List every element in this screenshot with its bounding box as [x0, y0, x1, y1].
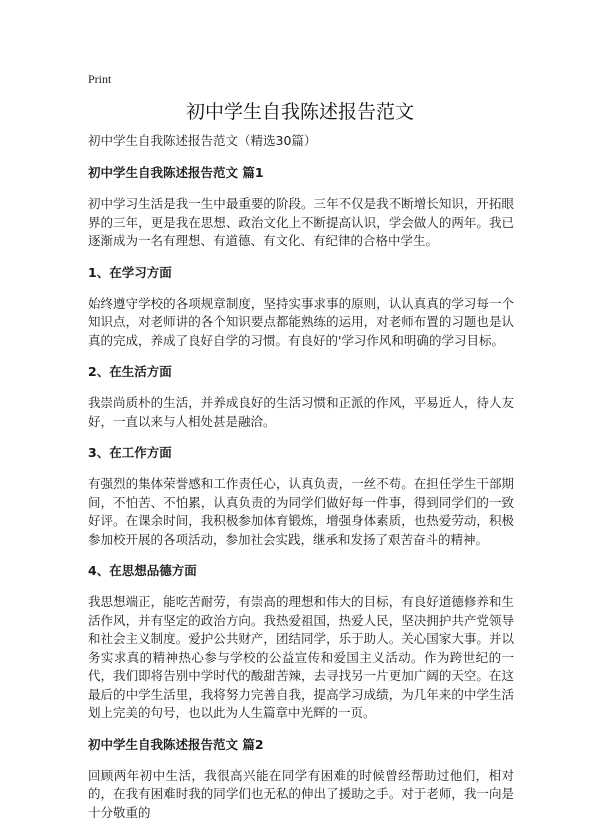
section-text-morality: 我思想端正，能吃苦耐劳，有崇高的理想和伟大的目标，有良好道德修养和生活作风，并有坚定的政治方向。我热爱祖国，热爱人民，坚决拥护共产党领导和社会主义制度。爱护公共财产，团结同学，乐于助人。关心国家大事。并以务实求真的精神热心参与学校的公益宣传和爱国主义活动。作为跨世纪的一代，我们即将告别中学时代的酸甜苦辣，去寻找另一片更加广阔的天空。在这最后的中学生活里，我将努力完善自我，提高学习成绩，为几年来的中学生活划上完美的句号，也以此为人生篇章中光辉的一页。 — [88, 594, 514, 720]
section-text-work: 有强烈的集体荣誉感和工作责任心，认真负责，一丝不苟。在担任学生干部期间，不怕苦、不怕累，认真负责的为同学们做好每一件事，得到同学们的一致好评。在课余时间，我积极参加体育锻炼，增强身体素质，也热爱劳动，积极参加校开展的各项活动，参加社会实践，继承和发扬了艰苦奋斗的精神。 — [88, 476, 514, 547]
print-label[interactable]: Print — [88, 72, 112, 86]
section-heading-morality: 4、在思想品德方面 — [88, 563, 197, 578]
essay1-intro: 初中学习生活是我一生中最重要的阶段。三年不仅是我不断增长知识，开拓眼界的三年，更是我在思想、政治文化上不断提高认识，学会做人的两年。我已逐渐成为一名有理想、有道德、有文化、有纪律的合格中学生。 — [88, 196, 514, 248]
section-text-life: 我崇尚质朴的生活，并养成良好的生活习惯和正派的作风，平易近人，待人友好，一直以来与人相处甚是融洽。 — [88, 395, 514, 429]
article-body — [88, 131, 514, 834]
essay1-heading: 初中学生自我陈述报告范文 篇1 — [88, 165, 264, 180]
section-text-study: 始终遵守学校的各项规章制度，坚持实事求事的原则，认认真真的学习每一个知识点，对老师讲的各个知识要点都能熟练的运用，对老师布置的习题也是认真的完成，养成了良好自学的习惯。有良好的'学习作风和明确的学习目标。 — [88, 295, 514, 348]
section-heading-life: 2、在生活方面 — [88, 364, 172, 379]
essay2-text: 回顾两年初中生活，我很高兴能在同学有困难的时候曾经帮助过他们，相对的，在我有困难时我的同学们也无私的伸出了援助之手。对于老师，我一向是十分敬重的 — [88, 767, 514, 820]
article-subtitle: 初中学生自我陈述报告范文（精选30篇） — [88, 133, 317, 148]
essay2-heading: 初中学生自我陈述报告范文 篇2 — [88, 736, 264, 752]
section-heading-work: 3、在工作方面 — [88, 445, 172, 460]
section-heading-study: 1、在学习方面 — [88, 264, 172, 280]
page-title: 初中学生自我陈述报告范文 — [185, 101, 414, 123]
